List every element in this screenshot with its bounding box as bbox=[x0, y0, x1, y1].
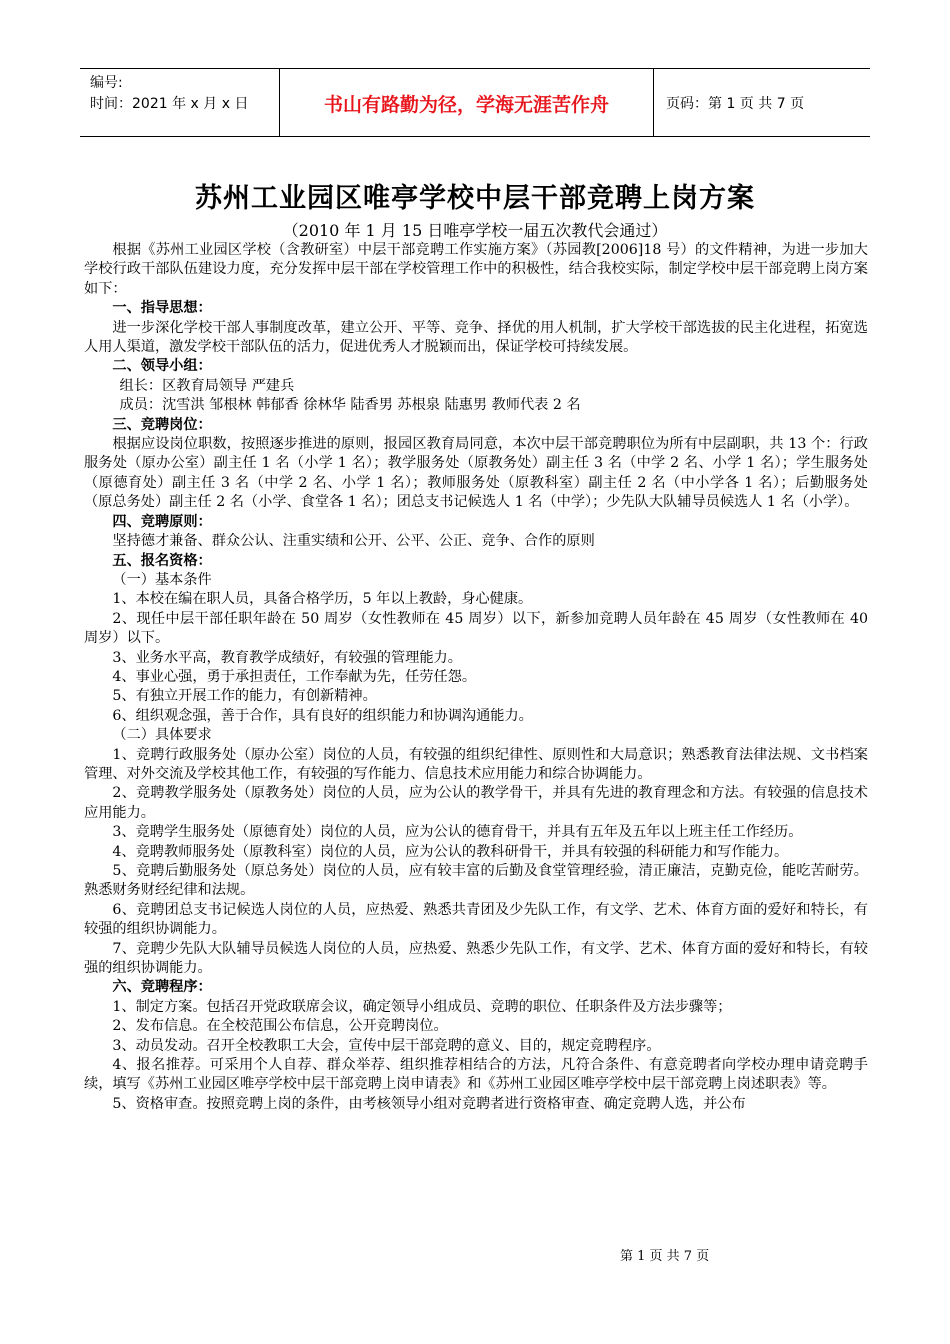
document-body bbox=[84, 241, 868, 1114]
leader-line: 组长：区教育局领导 严建兵 bbox=[119, 377, 295, 394]
list-item: 3、竞聘学生服务处（原德育处）岗位的人员，应为公认的德育骨干，并具有五年及五年以上班主任工作经历。 bbox=[112, 824, 803, 841]
page-footer: 第 1 页 共 7 页 bbox=[620, 1249, 710, 1264]
list-item: 4、竞聘教师服务处（原教科室）岗位的人员，应为公认的教科研骨干，并具有较强的科研能力和写作能力。 bbox=[112, 843, 789, 860]
section-heading: 四、竞聘原则： bbox=[112, 513, 212, 530]
subsection-label: （一）基本条件 bbox=[112, 571, 212, 588]
section-paragraph: 坚持德才兼备、群众公认、注重实绩和公开、公平、公正、竞争、合作的原则 bbox=[112, 533, 595, 550]
document-title: 苏州工业园区唯亭学校中层干部竞聘上岗方案 bbox=[195, 183, 755, 214]
number-label: 编号: bbox=[90, 75, 123, 91]
subsection-label: （二）具体要求 bbox=[112, 727, 212, 744]
section-heading: 一、指导思想： bbox=[112, 300, 212, 317]
header-divider bbox=[653, 69, 654, 136]
intro-paragraph: 根据《苏州工业园区学校（含教研室）中层干部竞聘工作实施方案》（苏园教[2006]18 号）的文件精神，为进一步加大学校行政干部队伍建设力度，充分发挥中层干部在学校管理工作中的积极性，结合我校实际，制定学校中层干部竞聘上岗方案如下： bbox=[84, 242, 868, 297]
list-item: 4、事业心强，勇于承担责任，工作奉献为先，任劳任怨。 bbox=[112, 668, 477, 685]
list-item: 1、制定方案。包括召开党政联席会议，确定领导小组成员、竞聘的职位、任职条件及方法步骤等； bbox=[112, 998, 732, 1015]
section-paragraph: 进一步深化学校干部人事制度改革，建立公开、平等、竞争、择优的用人机制，扩大学校干部选拔的民主化进程，拓宽选人用人渠道，激发学校干部队伍的活力，促进优秀人才脱颖而出，保证学校可持续发展。 bbox=[84, 319, 868, 356]
document-subtitle: （2010 年 1 月 15 日唯亭学校一届五次教代会通过） bbox=[282, 221, 668, 240]
list-item: 2、发布信息。在全校范围公布信息，公开竞聘岗位。 bbox=[112, 1018, 448, 1035]
header-page-info: 页码：第 1 页 共 7 页 bbox=[666, 96, 805, 112]
section-heading: 三、竞聘岗位： bbox=[112, 416, 212, 433]
list-item: 6、组织观念强，善于合作，具有良好的组织能力和协调沟通能力。 bbox=[112, 707, 533, 724]
list-item: 7、竞聘少先队大队辅导员候选人岗位的人员，应热爱、熟悉少先队工作，有文学、艺术、体育方面的爱好和特长，有较强的组织协调能力。 bbox=[84, 940, 868, 977]
list-item: 1、本校在编在职人员，具备合格学历，5 年以上教龄，身心健康。 bbox=[112, 591, 533, 608]
section-paragraph: 根据应设岗位职数，按照逐步推进的原则，报园区教育局同意，本次中层干部竞聘职位为所有中层副职，共 13 个：行政服务处（原办公室）副主任 1 名（小学 1 名）；教学服务处（原教务处）副主任 3 名（中学 2 名、小学 1 名）；学生服务处（原德育处）副主任 3 名（中学 2 名、小学 1 名）；教师服务处（原教科室）副主任 2 名（中小学各 1 名）；后勤服务处（原总务处）副主任 2 名（小学、食堂各 1 名）；团总支书记候选人 1 名（中学）；少先队大队辅导员候选人 1 名（小学）。 bbox=[84, 436, 868, 511]
members-line: 成员：沈雪洪 邹根林 韩郁香 徐林华 陆香男 苏根泉 陆惠男 教师代表 2 名 bbox=[119, 397, 581, 414]
header-motto: 书山有路勤为径，学海无涯苦作舟 bbox=[323, 94, 609, 116]
list-item: 4、报名推荐。可采用个人自荐、群众举荐、组织推荐相结合的方法，凡符合条件、有意竞聘者向学校办理申请竞聘手续，填写《苏州工业园区唯亭学校中层干部竞聘上岗申请表》和《苏州工业园区唯亭学校中层干部竞聘上岗述职表》等。 bbox=[84, 1057, 868, 1093]
time-label: 时间：2021 年 x 月 x 日 bbox=[90, 96, 249, 112]
list-item: 6、竞聘团总支书记候选人岗位的人员，应热爱、熟悉共青团及少先队工作，有文学、艺术、体育方面的爱好和特长，有较强的组织协调能力。 bbox=[84, 901, 868, 938]
section-heading: 五、报名资格： bbox=[112, 552, 212, 569]
list-item: 2、竞聘教学服务处（原教务处）岗位的人员，应为公认的教学骨干，并具有先进的教育理念和方法。有较强的信息技术应用能力。 bbox=[84, 785, 868, 821]
section-heading: 二、领导小组： bbox=[112, 358, 212, 375]
list-item: 5、竞聘后勤服务处（原总务处）岗位的人员，应有较丰富的后勤及食堂管理经验，清正廉洁，克勤克俭，能吃苦耐劳。熟悉财务财经纪律和法规。 bbox=[84, 863, 868, 899]
document-header bbox=[80, 68, 870, 137]
list-item: 1、竞聘行政服务处（原办公室）岗位的人员，有较强的组织纪律性、原则性和大局意识；熟悉教育法律法规、文书档案管理、对外交流及学校其他工作，有较强的写作能力、信息技术应用能力和综合协调能力。 bbox=[84, 746, 868, 782]
list-item: 5、有独立开展工作的能力，有创新精神。 bbox=[112, 688, 377, 705]
section-heading: 六、竞聘程序： bbox=[112, 979, 212, 996]
header-meta bbox=[90, 73, 248, 115]
list-item: 3、业务水平高，教育教学成绩好，有较强的管理能力。 bbox=[112, 649, 462, 666]
list-item: 3、动员发动。召开全校教职工大会，宣传中层干部竞聘的意义、目的，规定竞聘程序。 bbox=[112, 1037, 661, 1054]
list-item: 5、资格审查。按照竞聘上岗的条件，由考核领导小组对竞聘者进行资格审查、确定竞聘人选，并公布 bbox=[112, 1095, 746, 1112]
list-item: 2、现任中层干部任职年龄在 50 周岁（女性教师在 45 周岁）以下，新参加竞聘人员年龄在 45 周岁（女性教师在 40 周岁）以下。 bbox=[84, 610, 868, 647]
